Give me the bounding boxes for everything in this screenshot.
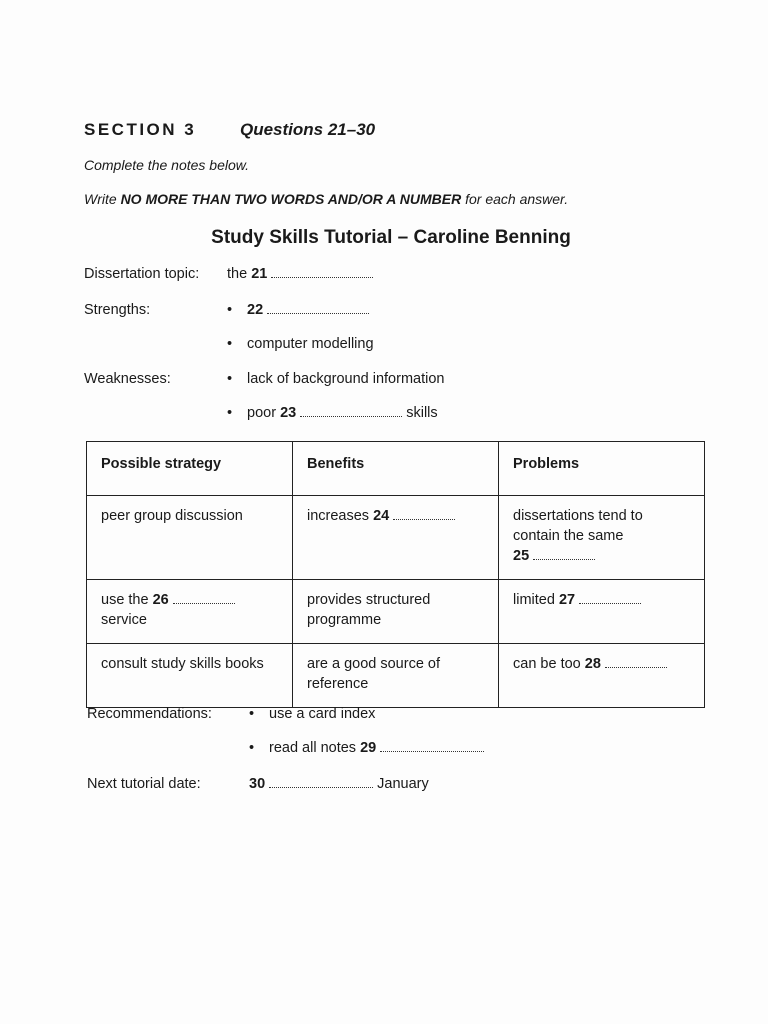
question-number-27: 27 bbox=[558, 592, 576, 608]
problem-cell bbox=[499, 644, 705, 708]
question-number-21: 21 bbox=[251, 266, 268, 282]
bullet-icon: • bbox=[249, 706, 255, 722]
answer-blank-27[interactable] bbox=[579, 593, 641, 604]
weakness-item-2 bbox=[247, 405, 438, 421]
topic-prefix: the bbox=[227, 266, 248, 282]
strategy-cell bbox=[87, 580, 293, 644]
instruction-prefix: Write bbox=[84, 191, 121, 207]
strategy-table bbox=[86, 441, 705, 708]
weakness-prefix: poor bbox=[247, 405, 277, 421]
problem-cell bbox=[499, 580, 705, 644]
answer-blank-23[interactable] bbox=[300, 406, 402, 417]
question-number-25: 25 bbox=[513, 548, 530, 564]
table-row bbox=[87, 496, 705, 580]
table-header-row bbox=[87, 442, 705, 496]
answer-blank-26[interactable] bbox=[173, 593, 235, 604]
bullet-icon: • bbox=[249, 740, 255, 756]
weaknesses-label: Weaknesses: bbox=[84, 371, 171, 387]
column-header-strategy: Possible strategy bbox=[87, 442, 293, 496]
recommendation-item-1: use a card index bbox=[269, 706, 376, 722]
question-number-26: 26 bbox=[152, 592, 169, 608]
problem-prefix: limited bbox=[513, 592, 555, 608]
instruction-suffix: for each answer. bbox=[461, 191, 569, 207]
benefit-prefix: increases bbox=[307, 508, 370, 524]
benefit-cell: are a good source of reference bbox=[293, 644, 499, 708]
column-header-benefits: Benefits bbox=[293, 442, 499, 496]
benefit-cell bbox=[293, 496, 499, 580]
benefit-cell: provides structured programme bbox=[293, 580, 499, 644]
answer-blank-25[interactable] bbox=[533, 549, 595, 560]
bullet-icon: • bbox=[227, 371, 233, 387]
strategy-prefix: use the bbox=[101, 592, 149, 608]
question-number-22: 22 bbox=[247, 302, 264, 318]
question-number-24: 24 bbox=[373, 508, 390, 524]
problem-text: dissertations tend to contain the same bbox=[513, 508, 643, 544]
table-row bbox=[87, 580, 705, 644]
recommendation-prefix: read all notes bbox=[269, 740, 357, 756]
topic-label: Dissertation topic: bbox=[84, 266, 200, 282]
notes-title: Study Skills Tutorial – Caroline Benning bbox=[211, 227, 571, 248]
bullet-icon: • bbox=[227, 302, 233, 318]
section-heading: SECTION 3 bbox=[84, 120, 197, 139]
answer-blank-28[interactable] bbox=[605, 657, 667, 668]
weakness-item-1: lack of background information bbox=[247, 371, 445, 387]
instruction-bold: NO MORE THAN TWO WORDS AND/OR A NUMBER bbox=[120, 191, 462, 207]
question-number-23: 23 bbox=[280, 405, 297, 421]
answer-blank-30[interactable] bbox=[269, 777, 373, 788]
answer-blank-22[interactable] bbox=[267, 303, 369, 314]
next-date-label: Next tutorial date: bbox=[87, 776, 201, 792]
questions-range: Questions 21–30 bbox=[240, 120, 376, 139]
strategy-cell: peer group discussion bbox=[87, 496, 293, 580]
weakness-suffix: skills bbox=[406, 405, 438, 421]
strategy-cell: consult study skills books bbox=[87, 644, 293, 708]
problem-cell bbox=[499, 496, 705, 580]
strength-item-2: computer modelling bbox=[247, 336, 374, 352]
question-number-28: 28 bbox=[584, 656, 601, 672]
strengths-label: Strengths: bbox=[84, 302, 151, 318]
table-row bbox=[87, 644, 705, 708]
bullet-icon: • bbox=[227, 336, 233, 352]
answer-blank-21[interactable] bbox=[271, 267, 373, 278]
next-date-month: January bbox=[377, 776, 429, 792]
instruction-complete: Complete the notes below. bbox=[84, 157, 249, 173]
answer-blank-24[interactable] bbox=[393, 509, 455, 520]
question-number-29: 29 bbox=[360, 740, 377, 756]
topic-answer bbox=[227, 266, 373, 282]
recommendations-label: Recommendations: bbox=[87, 706, 212, 722]
strength-item-1 bbox=[247, 302, 369, 318]
bullet-icon: • bbox=[227, 405, 233, 421]
column-header-problems: Problems bbox=[499, 442, 705, 496]
question-number-30: 30 bbox=[249, 776, 266, 792]
problem-prefix: can be too bbox=[513, 656, 581, 672]
answer-blank-29[interactable] bbox=[380, 741, 484, 752]
strategy-suffix: service bbox=[101, 612, 147, 628]
next-date-answer bbox=[249, 776, 429, 792]
instruction-word-limit bbox=[84, 191, 568, 207]
recommendation-item-2 bbox=[269, 740, 484, 756]
